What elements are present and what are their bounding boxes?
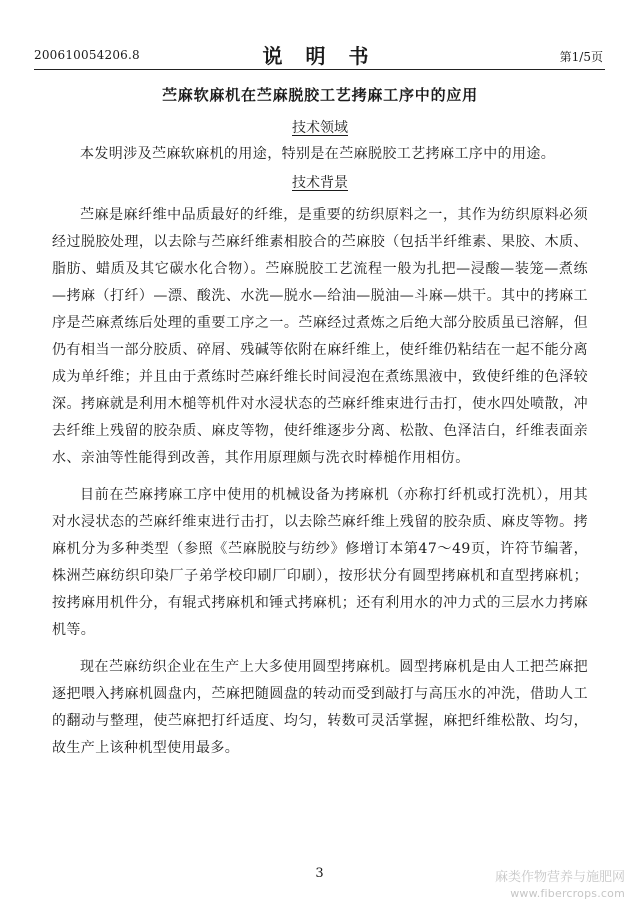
document-body: [52, 80, 588, 762]
paragraph-background-2: 目前在苎麻拷麻工序中使用的机械设备为拷麻机（亦称打纤机或打洗机），用其对水浸状态的苎麻纤维束进行击打，以去除苎麻纤维上残留的胶杂质、麻皮等物。拷麻机分为多种类型（参照《苎麻脱胶与纺纱》修增订本第47～49页，许符节编著，株洲苎麻纺织印染厂子弟学校印刷厂印刷），按形状分有圆型拷麻机和直型拷麻机；按拷麻用机件分，有辊式拷麻机和锤式拷麻机；还有利用水的冲力式的三层水力拷麻机等。: [52, 487, 588, 638]
page-header: [0, 0, 639, 80]
document-type-heading: 说 明 书: [262, 44, 377, 68]
site-watermark: [495, 870, 625, 902]
watermark-url: www.fibercrops.com: [510, 887, 625, 900]
paragraph-background-3: 现在苎麻纺织企业在生产上大多使用圆型拷麻机。圆型拷麻机是由人工把苎麻把逐把喂入拷麻机圆盘内，苎麻把随圆盘的转动而受到敲打与高压水的冲洗，借助人工的翻动与整理，使苎麻把打纤适度、均匀，转数可灵活掌握，麻把纤维松散、均匀，故生产上该种机型使用最多。: [52, 659, 588, 756]
page-indicator: 第1/5页: [559, 50, 603, 64]
paragraph-background-1: 苎麻是麻纤维中品质最好的纤维，是重要的纺织原料之一，其作为纺织原料必须经过脱胶处理，以去除与苎麻纤维素相胶合的苎麻胶（包括半纤维素、果胶、木质、脂肪、蜡质及其它碳水化合物）。苎麻脱胶工艺流程一般为扎把—浸酸—装笼—煮练—拷麻（打纤）—漂、酸洗、水洗—脱水—给油—脱油—斗麻—烘干。其中的拷麻工序是苎麻煮练后处理的重要工序之一。苎麻经过煮炼之后绝大部分胶质虽已溶解，但仍有相当一部分胶质、碎屑、残碱等依附在麻纤维上，使纤维仍粘结在一起不能分离成为单纤维；并且由于煮练时苎麻纤维长时间浸泡在煮练黑液中，致使纤维的色泽较深。拷麻就是利用木槌等机件对水浸状态的苎麻纤维束进行击打，使水四处喷散，冲去纤维上残留的胶杂质、麻皮等物，使纤维逐步分离、松散、色泽洁白，纤维表面亲水、亲油等性能得到改善，其作用原理颇与洗衣时棒槌作用相仿。: [52, 207, 588, 466]
document-title: 苎麻软麻机在苎麻脱胶工艺拷麻工序中的应用: [161, 86, 478, 104]
document-number: 200610054206.8: [34, 48, 140, 62]
section-heading-background: 技术背景: [292, 175, 348, 191]
section-heading-technical-field: 技术领域: [292, 120, 348, 136]
page-number: 3: [315, 866, 324, 881]
paragraph-technical-field: 本发明涉及苎麻软麻机的用途，特别是在苎麻脱胶工艺拷麻工序中的用途。: [80, 146, 556, 162]
watermark-site-name: 麻类作物营养与施肥网: [494, 870, 625, 885]
header-divider: [34, 69, 605, 70]
